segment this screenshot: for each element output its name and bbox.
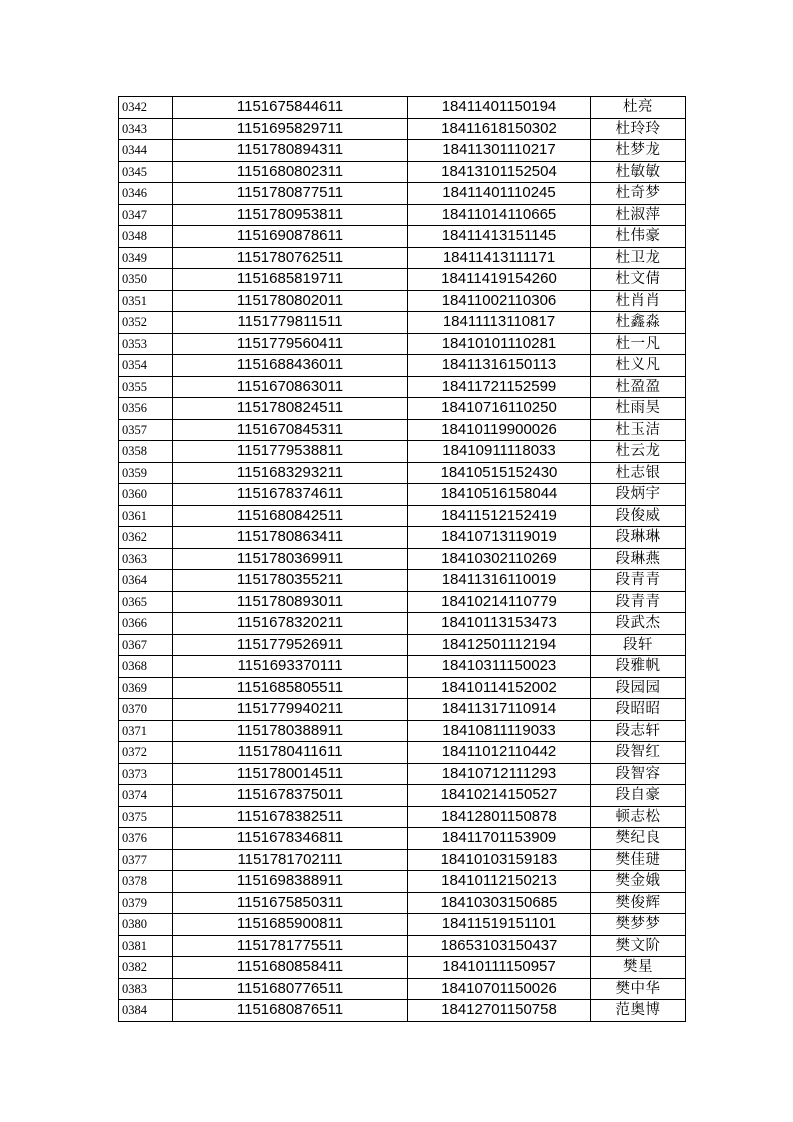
student-name-cell: 范奥博: [591, 1000, 686, 1022]
table-row: [119, 591, 686, 613]
student-name-cell: 杜亮: [591, 97, 686, 119]
sequence-number-cell: 0359: [119, 462, 173, 484]
sequence-number-cell: 0354: [119, 355, 173, 377]
student-name-cell: 段轩: [591, 634, 686, 656]
student-name-cell: 段琳琳: [591, 527, 686, 549]
id-number-cell: 1151678375011: [173, 785, 408, 807]
sequence-number-cell: 0366: [119, 613, 173, 635]
sequence-number-cell: 0361: [119, 505, 173, 527]
id-number-cell: 1151780369911: [173, 548, 408, 570]
student-name-cell: 杜敏敏: [591, 161, 686, 183]
student-name-cell: 樊俊辉: [591, 892, 686, 914]
student-name-cell: 段自豪: [591, 785, 686, 807]
sequence-number-cell: 0343: [119, 118, 173, 140]
id-number-cell: 1151780824511: [173, 398, 408, 420]
exam-number-cell: 18410113153473: [408, 613, 591, 635]
sequence-number-cell: 0377: [119, 849, 173, 871]
sequence-number-cell: 0346: [119, 183, 173, 205]
id-number-cell: 1151678374611: [173, 484, 408, 506]
table-row: [119, 570, 686, 592]
student-name-cell: 杜一凡: [591, 333, 686, 355]
exam-number-cell: 18411413151145: [408, 226, 591, 248]
id-number-cell: 1151780388911: [173, 720, 408, 742]
sequence-number-cell: 0382: [119, 957, 173, 979]
sequence-number-cell: 0369: [119, 677, 173, 699]
table-row: [119, 247, 686, 269]
id-number-cell: 1151780802011: [173, 290, 408, 312]
exam-number-cell: 18411317110914: [408, 699, 591, 721]
table-row: [119, 333, 686, 355]
sequence-number-cell: 0379: [119, 892, 173, 914]
sequence-number-cell: 0370: [119, 699, 173, 721]
id-number-cell: 1151779811511: [173, 312, 408, 334]
student-name-cell: 杜肖肖: [591, 290, 686, 312]
exam-number-cell: 18411012110442: [408, 742, 591, 764]
table-row: [119, 763, 686, 785]
exam-number-cell: 18411002110306: [408, 290, 591, 312]
sequence-number-cell: 0360: [119, 484, 173, 506]
sequence-number-cell: 0353: [119, 333, 173, 355]
sequence-number-cell: 0349: [119, 247, 173, 269]
sequence-number-cell: 0344: [119, 140, 173, 162]
id-number-cell: 1151670845311: [173, 419, 408, 441]
exam-number-cell: 18410911118033: [408, 441, 591, 463]
table-row: [119, 118, 686, 140]
id-number-cell: 1151678346811: [173, 828, 408, 850]
id-number-cell: 1151781702111: [173, 849, 408, 871]
student-name-cell: 段昭昭: [591, 699, 686, 721]
student-name-cell: 段智红: [591, 742, 686, 764]
student-name-cell: 杜奇梦: [591, 183, 686, 205]
table-row: [119, 849, 686, 871]
sequence-number-cell: 0367: [119, 634, 173, 656]
student-name-cell: 段志轩: [591, 720, 686, 742]
id-number-cell: 1151693370111: [173, 656, 408, 678]
student-name-cell: 杜志银: [591, 462, 686, 484]
student-name-cell: 樊纪良: [591, 828, 686, 850]
id-number-cell: 1151678382511: [173, 806, 408, 828]
student-name-cell: 段智容: [591, 763, 686, 785]
id-number-cell: 1151779940211: [173, 699, 408, 721]
sequence-number-cell: 0363: [119, 548, 173, 570]
exam-number-cell: 18411316110019: [408, 570, 591, 592]
id-number-cell: 1151670863011: [173, 376, 408, 398]
id-number-cell: 1151780863411: [173, 527, 408, 549]
exam-number-cell: 18411316150113: [408, 355, 591, 377]
student-name-cell: 杜云龙: [591, 441, 686, 463]
id-number-cell: 1151698388911: [173, 871, 408, 893]
sequence-number-cell: 0357: [119, 419, 173, 441]
sequence-number-cell: 0352: [119, 312, 173, 334]
exam-number-cell: 18410214150527: [408, 785, 591, 807]
roster-table: [118, 96, 686, 1022]
table-row: [119, 140, 686, 162]
sequence-number-cell: 0347: [119, 204, 173, 226]
student-name-cell: 樊星: [591, 957, 686, 979]
exam-number-cell: 18410701150026: [408, 978, 591, 1000]
id-number-cell: 1151690878611: [173, 226, 408, 248]
exam-number-cell: 18411519151101: [408, 914, 591, 936]
student-name-cell: 杜淑萍: [591, 204, 686, 226]
sequence-number-cell: 0371: [119, 720, 173, 742]
exam-number-cell: 18410712111293: [408, 763, 591, 785]
exam-number-cell: 18411512152419: [408, 505, 591, 527]
exam-number-cell: 18411113110817: [408, 312, 591, 334]
table-row: [119, 828, 686, 850]
student-name-cell: 杜雨昊: [591, 398, 686, 420]
id-number-cell: 1151688436011: [173, 355, 408, 377]
student-name-cell: 樊文阶: [591, 935, 686, 957]
table-row: [119, 978, 686, 1000]
table-row: [119, 355, 686, 377]
id-number-cell: 1151680842511: [173, 505, 408, 527]
table-row: [119, 97, 686, 119]
table-row: [119, 204, 686, 226]
table-row: [119, 613, 686, 635]
sequence-number-cell: 0356: [119, 398, 173, 420]
exam-number-cell: 18412501112194: [408, 634, 591, 656]
exam-number-cell: 18411419154260: [408, 269, 591, 291]
sequence-number-cell: 0376: [119, 828, 173, 850]
sequence-number-cell: 0364: [119, 570, 173, 592]
sequence-number-cell: 0375: [119, 806, 173, 828]
id-number-cell: 1151780893011: [173, 591, 408, 613]
exam-number-cell: 18411401110245: [408, 183, 591, 205]
sequence-number-cell: 0345: [119, 161, 173, 183]
student-name-cell: 杜玲玲: [591, 118, 686, 140]
table-row: [119, 527, 686, 549]
table-row: [119, 419, 686, 441]
table-row: [119, 742, 686, 764]
table-row: [119, 161, 686, 183]
student-name-cell: 杜卫龙: [591, 247, 686, 269]
exam-number-cell: 18411301110217: [408, 140, 591, 162]
id-number-cell: 1151779526911: [173, 634, 408, 656]
sequence-number-cell: 0378: [119, 871, 173, 893]
student-name-cell: 段炳宇: [591, 484, 686, 506]
sequence-number-cell: 0380: [119, 914, 173, 936]
exam-number-cell: 18411401150194: [408, 97, 591, 119]
table-row: [119, 548, 686, 570]
id-number-cell: 1151780355211: [173, 570, 408, 592]
id-number-cell: 1151780953811: [173, 204, 408, 226]
student-name-cell: 杜伟豪: [591, 226, 686, 248]
id-number-cell: 1151779560411: [173, 333, 408, 355]
id-number-cell: 1151680876511: [173, 1000, 408, 1022]
exam-number-cell: 18411413111171: [408, 247, 591, 269]
table-row: [119, 806, 686, 828]
id-number-cell: 1151680802311: [173, 161, 408, 183]
table-row: [119, 183, 686, 205]
table-row: [119, 462, 686, 484]
exam-number-cell: 18410811119033: [408, 720, 591, 742]
id-number-cell: 1151680858411: [173, 957, 408, 979]
student-name-cell: 段琳燕: [591, 548, 686, 570]
sequence-number-cell: 0342: [119, 97, 173, 119]
sequence-number-cell: 0358: [119, 441, 173, 463]
table-row: [119, 484, 686, 506]
table-row: [119, 505, 686, 527]
student-name-cell: 段青青: [591, 591, 686, 613]
table-row: [119, 376, 686, 398]
sequence-number-cell: 0373: [119, 763, 173, 785]
student-name-cell: 杜玉洁: [591, 419, 686, 441]
table-row: [119, 871, 686, 893]
table-row: [119, 226, 686, 248]
exam-number-cell: 18410303150685: [408, 892, 591, 914]
table-row: [119, 441, 686, 463]
student-name-cell: 杜梦龙: [591, 140, 686, 162]
id-number-cell: 1151781775511: [173, 935, 408, 957]
sequence-number-cell: 0355: [119, 376, 173, 398]
student-name-cell: 杜盈盈: [591, 376, 686, 398]
exam-number-cell: 18411618150302: [408, 118, 591, 140]
student-name-cell: 段雅帆: [591, 656, 686, 678]
exam-number-cell: 18412801150878: [408, 806, 591, 828]
student-name-cell: 段园园: [591, 677, 686, 699]
exam-number-cell: 18410119900026: [408, 419, 591, 441]
exam-number-cell: 18410716110250: [408, 398, 591, 420]
id-number-cell: 1151683293211: [173, 462, 408, 484]
id-number-cell: 1151780014511: [173, 763, 408, 785]
id-number-cell: 1151780762511: [173, 247, 408, 269]
exam-number-cell: 18410302110269: [408, 548, 591, 570]
student-name-cell: 樊中华: [591, 978, 686, 1000]
id-number-cell: 1151675850311: [173, 892, 408, 914]
id-number-cell: 1151680776511: [173, 978, 408, 1000]
id-number-cell: 1151780411611: [173, 742, 408, 764]
table-row: [119, 914, 686, 936]
id-number-cell: 1151695829711: [173, 118, 408, 140]
id-number-cell: 1151685900811: [173, 914, 408, 936]
exam-number-cell: 18410515152430: [408, 462, 591, 484]
exam-number-cell: 18410103159183: [408, 849, 591, 871]
table-row: [119, 1000, 686, 1022]
exam-number-cell: 18653103150437: [408, 935, 591, 957]
sequence-number-cell: 0381: [119, 935, 173, 957]
exam-number-cell: 18411701153909: [408, 828, 591, 850]
exam-number-cell: 18410311150023: [408, 656, 591, 678]
exam-number-cell: 18410516158044: [408, 484, 591, 506]
student-name-cell: 樊梦梦: [591, 914, 686, 936]
id-number-cell: 1151780894311: [173, 140, 408, 162]
exam-number-cell: 18410214110779: [408, 591, 591, 613]
table-row: [119, 892, 686, 914]
table-row: [119, 699, 686, 721]
sequence-number-cell: 0384: [119, 1000, 173, 1022]
student-name-cell: 段武杰: [591, 613, 686, 635]
id-number-cell: 1151780877511: [173, 183, 408, 205]
table-row: [119, 935, 686, 957]
student-name-cell: 杜文倩: [591, 269, 686, 291]
id-number-cell: 1151678320211: [173, 613, 408, 635]
exam-number-cell: 18410101110281: [408, 333, 591, 355]
id-number-cell: 1151675844611: [173, 97, 408, 119]
table-row: [119, 634, 686, 656]
exam-number-cell: 18410112150213: [408, 871, 591, 893]
sequence-number-cell: 0350: [119, 269, 173, 291]
sequence-number-cell: 0372: [119, 742, 173, 764]
table-row: [119, 957, 686, 979]
id-number-cell: 1151685819711: [173, 269, 408, 291]
table-row: [119, 656, 686, 678]
student-name-cell: 杜义凡: [591, 355, 686, 377]
sequence-number-cell: 0348: [119, 226, 173, 248]
sequence-number-cell: 0368: [119, 656, 173, 678]
student-name-cell: 樊金娥: [591, 871, 686, 893]
table-row: [119, 398, 686, 420]
table-row: [119, 312, 686, 334]
exam-number-cell: 18410114152002: [408, 677, 591, 699]
table-row: [119, 785, 686, 807]
table-row: [119, 720, 686, 742]
roster-table-body: [119, 97, 686, 1022]
exam-number-cell: 18410111150957: [408, 957, 591, 979]
student-name-cell: 段俊威: [591, 505, 686, 527]
sequence-number-cell: 0351: [119, 290, 173, 312]
table-row: [119, 290, 686, 312]
exam-number-cell: 18413101152504: [408, 161, 591, 183]
student-name-cell: 杜鑫淼: [591, 312, 686, 334]
student-name-cell: 段青青: [591, 570, 686, 592]
table-row: [119, 677, 686, 699]
sequence-number-cell: 0365: [119, 591, 173, 613]
table-row: [119, 269, 686, 291]
exam-number-cell: 18411721152599: [408, 376, 591, 398]
student-name-cell: 樊佳琎: [591, 849, 686, 871]
student-name-cell: 顿志松: [591, 806, 686, 828]
sequence-number-cell: 0383: [119, 978, 173, 1000]
sequence-number-cell: 0374: [119, 785, 173, 807]
id-number-cell: 1151779538811: [173, 441, 408, 463]
exam-number-cell: 18410713119019: [408, 527, 591, 549]
id-number-cell: 1151685805511: [173, 677, 408, 699]
exam-number-cell: 18412701150758: [408, 1000, 591, 1022]
sequence-number-cell: 0362: [119, 527, 173, 549]
exam-number-cell: 18411014110665: [408, 204, 591, 226]
